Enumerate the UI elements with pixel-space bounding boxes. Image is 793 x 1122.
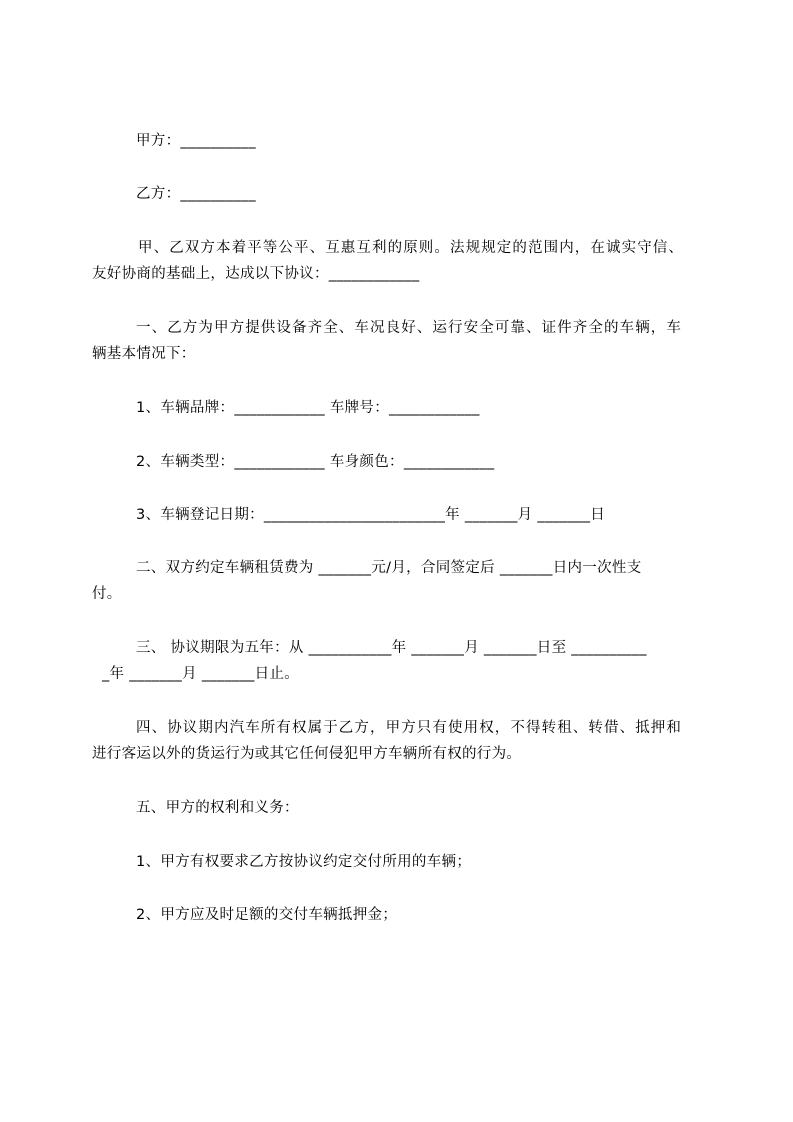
section3-line-2: _年 _______月 _______日止。 [102,666,300,682]
intro-line-2: 友好协商的基础上，达成以下协议：____________ [92,266,420,282]
section5-item-2: 2、甲方应及时足额的交付车辆抵押金； [136,907,398,923]
section4-line-1: 四、协议期内汽车所有权属于乙方，甲方只有使用权，不得转租、转借、抵押和 [136,720,682,736]
section1-line-1: 一、乙方为甲方提供设备齐全、车况良好、运行安全可靠、证件齐全的车辆，车 [136,320,682,336]
section5-title: 五、甲方的权利和义务： [136,800,299,816]
vehicle-item-2: 2、车辆类型：____________ 车身颜色：____________ [136,454,495,470]
vehicle-item-3: 3、车辆登记日期：________________________年 _______月 _______日 [136,507,606,523]
section5-item-1: 1、甲方有权要求乙方按协议约定交付所用的车辆； [136,854,472,870]
section4-line-2: 进行客运以外的货运行为或其它任何侵犯甲方车辆所有权的行为。 [92,746,522,762]
section2-line-1: 二、双方约定车辆租赁费为 _______元/月，合同签定后 _______日内一次性支 [136,560,642,576]
vehicle-item-1: 1、车辆品牌：____________ 车牌号：____________ [136,400,480,416]
party-b-line: 乙方：__________ [136,186,256,202]
section1-line-2: 辆基本情况下： [92,346,196,362]
section3-line-1: 三、 协议期限为五年：从 ___________年 _______月 _______日至 __________ [136,640,647,656]
intro-line-1: 甲、乙双方本着平等公平、互惠互利的原则。法规规定的范围内，在诚实守信、 [138,240,684,256]
party-a-line: 甲方：__________ [136,133,256,149]
section2-line-2: 付。 [92,586,122,602]
